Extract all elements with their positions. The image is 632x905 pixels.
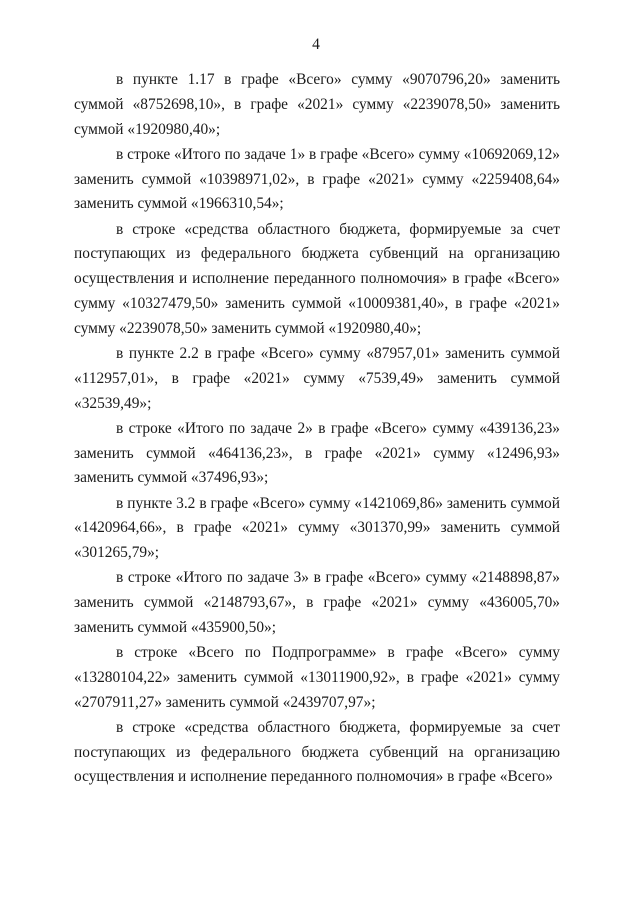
paragraph-item-1-17: в пункте 1.17 в графе «Всего» сумму «9070796,20» заменить суммой «8752698,10», в графе «2021» сумму «2239078,50» заменить суммой «1920980,40»; [74,71,560,138]
paragraph-total-task-2: в строке «Итого по задаче 2» в графе «Всего» сумму «439136,23» заменить суммой «464136,23», в графе «2021» сумму «12496,93» заменить суммой «37496,93»; [74,419,560,487]
paragraph-regional-budget-1: в строке «средства областного бюджета, формируемые за счет поступающих из федерального бюджета субвенций на организацию осуществления и исполнение переданного полномочия» в графе «Всего» сумму «10327479,50» заменить суммой «10009381,40», в графе «2021» сумму «2239078,50» заменить суммой «1920980,40»; [74,220,560,337]
paragraph-item-3-2: в пункте 3.2 в графе «Всего» сумму «1421069,86» заменить суммой «1420964,66», в графе «2021» сумму «301370,99» заменить суммой «301265,79»; [74,494,560,562]
paragraph-total-task-1: в строке «Итого по задаче 1» в графе «Всего» сумму «10692069,12» заменить суммой «10398971,02», в графе «2021» сумму «2259408,64» заменить суммой «1966310,54»; [74,145,560,213]
document-body [74,68,560,791]
page-number: 4 [312,36,320,53]
paragraph-regional-budget-2: в строке «средства областного бюджета, формируемые за счет поступающих из федерального бюджета субвенций на организацию осуществления и исполнение переданного полномочия» в графе «Всего» [74,718,560,786]
paragraph-item-2-2: в пункте 2.2 в графе «Всего» сумму «87957,01» заменить суммой «112957,01», в графе «2021» сумму «7539,49» заменить суммой «32539,49»; [74,344,560,412]
paragraph-total-task-3: в строке «Итого по задаче 3» в графе «Всего» сумму «2148898,87» заменить суммой «2148793,67», в графе «2021» сумму «436005,70» заменить суммой «435900,50»; [74,569,560,636]
paragraph-total-subprogram: в строке «Всего по Подпрограмме» в графе «Всего» сумму «13280104,22» заменить суммой «13011900,92», в графе «2021» сумму «2707911,27» заменить суммой «2439707,97»; [74,644,560,711]
